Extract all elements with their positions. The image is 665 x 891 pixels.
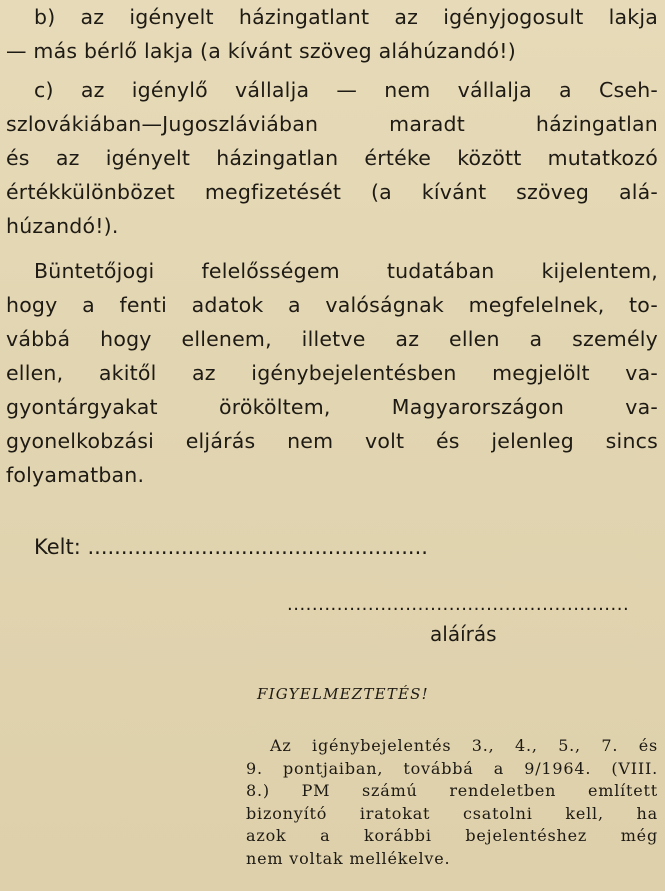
declaration-line: ellen, akitől az igénybejelentésben megjelölt va- — [6, 361, 658, 385]
declaration-line: Büntetőjogi felelősségem tudatában kijelentem, — [34, 259, 658, 283]
warning-line: 9. pontjaiban, továbbá a 9/1964. (VIII. — [246, 758, 658, 778]
section-b-line: b) az igényelt házingatlant az igényjogosult lakja — [34, 5, 658, 29]
section-c-line: értékkülönbözet megfizetését (a kívánt szöveg alá- — [6, 180, 658, 204]
declaration-line: gyontárgyakat örököltem, Magyarországon va- — [6, 395, 658, 419]
declaration-line: gyonelkobzási eljárás nem volt és jelenleg sincs — [6, 429, 658, 453]
section-c-line: és az igényelt házingatlan értéke között mutatkozó — [6, 146, 658, 170]
warning-line: Az igénybejelentés 3., 4., 5., 7. és — [270, 736, 658, 755]
section-c — [6, 73, 658, 243]
declaration-line: vábbá hogy ellenem, illetve az ellen a személy — [6, 327, 658, 351]
signature-dotted-line: ....................................................... — [287, 594, 630, 615]
section-c-line: szlovákiában—Jugoszláviában maradt házingatlan — [6, 112, 658, 136]
warning-line: nem voltak mellékelve. — [246, 848, 451, 868]
section-c-line: húzandó!). — [6, 214, 119, 238]
section-b-line: — más bérlő lakja (a kívánt szöveg aláhúzandó!) — [6, 39, 516, 63]
declaration-paragraph — [6, 254, 658, 492]
section-c-line: c) az igénylő vállalja — nem vállalja a Cseh- — [34, 78, 658, 102]
warning-line: bizonyító iratokat csatolni kell, ha — [246, 803, 658, 823]
signature-label: aláírás — [430, 622, 497, 646]
date-label: Kelt: — [34, 535, 81, 559]
warning-line: 8.) PM számú rendeletben említett — [246, 781, 658, 800]
date-field — [34, 530, 428, 564]
warning-text — [246, 735, 658, 870]
section-b — [6, 0, 658, 68]
date-dotted-line: ................................................... — [87, 535, 428, 559]
warning-title: FIGYELMEZTETÉS! — [257, 685, 429, 703]
declaration-line: hogy a fenti adatok a valóságnak megfelelnek, to- — [6, 293, 658, 317]
warning-line: azok a korábbi bejelentéshez még — [246, 826, 658, 845]
declaration-line: folyamatban. — [6, 463, 145, 487]
